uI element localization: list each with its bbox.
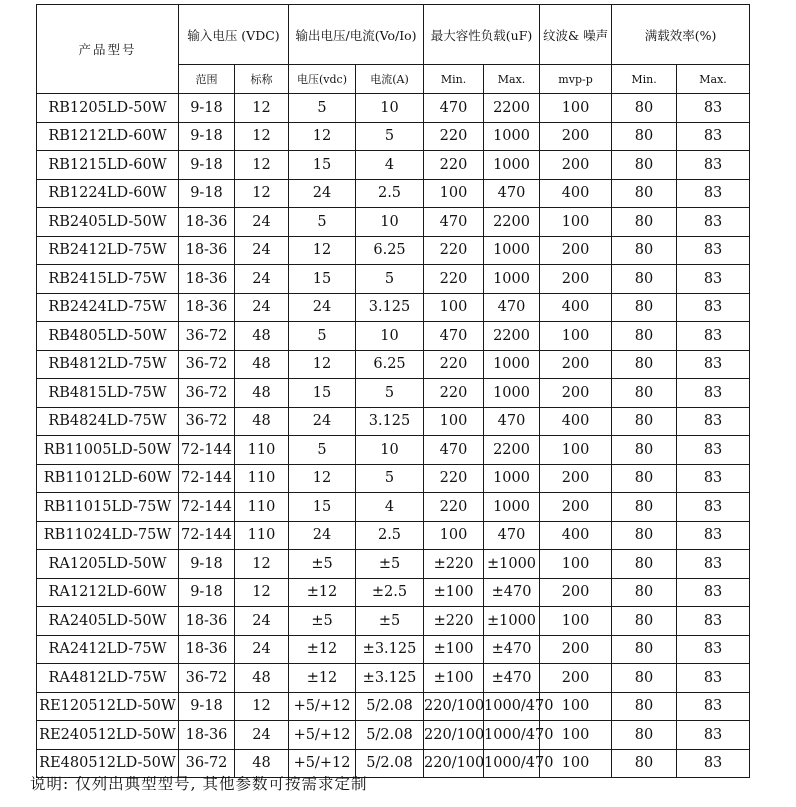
cell-output-voltage: ±12 [289, 635, 356, 664]
cell-input-nominal: 110 [235, 436, 289, 465]
cell-input-range: 9-18 [179, 122, 235, 151]
cell-cap-max: ±470 [484, 635, 540, 664]
cell-output-voltage: 15 [289, 151, 356, 180]
cell-eff-max: 83 [677, 208, 750, 237]
cell-input-range: 18-36 [179, 208, 235, 237]
cell-input-nominal: 110 [235, 464, 289, 493]
cell-model: RB4812LD-75W [37, 350, 179, 379]
cell-output-current: 5/2.08 [356, 721, 424, 750]
cell-ripple: 400 [540, 179, 612, 208]
cell-ripple: 200 [540, 122, 612, 151]
header-capacitive-load: 最大容性负载(uF) [424, 5, 540, 65]
cell-output-current: 3.125 [356, 293, 424, 322]
cell-input-nominal: 110 [235, 521, 289, 550]
cell-input-range: 9-18 [179, 151, 235, 180]
cell-model: RA1212LD-60W [37, 578, 179, 607]
cell-output-voltage: 24 [289, 521, 356, 550]
cell-eff-max: 83 [677, 179, 750, 208]
cell-eff-max: 83 [677, 721, 750, 750]
cell-ripple: 200 [540, 464, 612, 493]
cell-model: RE120512LD-50W [37, 692, 179, 721]
header-output: 输出电压/电流(Vo/Io) [289, 5, 424, 65]
table-row [37, 379, 750, 408]
cell-model: RB11024LD-75W [37, 521, 179, 550]
header-ripple-noise: 纹波& 噪声 [540, 5, 612, 65]
cell-cap-min: 100 [424, 521, 484, 550]
cell-cap-max: 1000 [484, 122, 540, 151]
table-row [37, 721, 750, 750]
cell-ripple: 200 [540, 635, 612, 664]
cell-input-range: 72-144 [179, 521, 235, 550]
table-row [37, 635, 750, 664]
cell-ripple: 100 [540, 436, 612, 465]
cell-output-current: 5 [356, 379, 424, 408]
cell-model: RB11005LD-50W [37, 436, 179, 465]
header-model: 产品型号 [37, 5, 179, 94]
cell-eff-max: 83 [677, 521, 750, 550]
cell-input-nominal: 12 [235, 122, 289, 151]
subheader-nominal: 标称 [235, 65, 289, 94]
cell-model: RB1215LD-60W [37, 151, 179, 180]
cell-eff-min: 80 [612, 493, 677, 522]
cell-model: RA2412LD-75W [37, 635, 179, 664]
cell-ripple: 100 [540, 208, 612, 237]
table-row [37, 521, 750, 550]
cell-cap-max: 1000/470 [484, 692, 540, 721]
cell-model: RB4815LD-75W [37, 379, 179, 408]
cell-input-range: 36-72 [179, 664, 235, 693]
cell-output-current: 10 [356, 208, 424, 237]
cell-cap-max: 1000 [484, 151, 540, 180]
cell-eff-min: 80 [612, 664, 677, 693]
cell-input-nominal: 12 [235, 550, 289, 579]
cell-input-nominal: 24 [235, 265, 289, 294]
cell-eff-min: 80 [612, 721, 677, 750]
cell-eff-min: 80 [612, 749, 677, 778]
cell-input-nominal: 48 [235, 350, 289, 379]
cell-output-current: ±2.5 [356, 578, 424, 607]
spec-table [36, 4, 750, 778]
cell-eff-max: 83 [677, 664, 750, 693]
cell-input-range: 9-18 [179, 550, 235, 579]
cell-cap-min: 220/100 [424, 721, 484, 750]
cell-eff-max: 83 [677, 293, 750, 322]
cell-model: RA2405LD-50W [37, 607, 179, 636]
cell-cap-min: 100 [424, 407, 484, 436]
cell-output-voltage: 24 [289, 179, 356, 208]
cell-model: RE240512LD-50W [37, 721, 179, 750]
cell-output-current: ±5 [356, 607, 424, 636]
cell-cap-max: 1000 [484, 379, 540, 408]
cell-ripple: 200 [540, 664, 612, 693]
cell-cap-min: 220 [424, 379, 484, 408]
table-row [37, 436, 750, 465]
cell-model: RB1205LD-50W [37, 94, 179, 123]
cell-input-range: 9-18 [179, 692, 235, 721]
cell-cap-max: 1000 [484, 350, 540, 379]
cell-output-current: 10 [356, 436, 424, 465]
cell-cap-max: ±1000 [484, 607, 540, 636]
cell-cap-min: 220 [424, 151, 484, 180]
cell-output-voltage: 24 [289, 407, 356, 436]
cell-output-current: 4 [356, 493, 424, 522]
cell-eff-min: 80 [612, 94, 677, 123]
cell-eff-min: 80 [612, 350, 677, 379]
cell-input-nominal: 12 [235, 151, 289, 180]
cell-input-nominal: 12 [235, 179, 289, 208]
cell-eff-max: 83 [677, 265, 750, 294]
cell-eff-min: 80 [612, 122, 677, 151]
cell-input-range: 18-36 [179, 265, 235, 294]
cell-output-voltage: ±5 [289, 607, 356, 636]
cell-model: RA1205LD-50W [37, 550, 179, 579]
cell-output-voltage: 15 [289, 493, 356, 522]
cell-cap-max: 2200 [484, 94, 540, 123]
cell-ripple: 200 [540, 578, 612, 607]
cell-eff-min: 80 [612, 236, 677, 265]
cell-eff-max: 83 [677, 122, 750, 151]
cell-eff-min: 80 [612, 265, 677, 294]
cell-eff-max: 83 [677, 635, 750, 664]
cell-input-range: 72-144 [179, 464, 235, 493]
cell-input-range: 18-36 [179, 635, 235, 664]
cell-eff-min: 80 [612, 151, 677, 180]
cell-ripple: 400 [540, 521, 612, 550]
cell-output-voltage: +5/+12 [289, 692, 356, 721]
cell-input-range: 9-18 [179, 578, 235, 607]
cell-cap-min: 470 [424, 208, 484, 237]
cell-cap-max: 470 [484, 179, 540, 208]
cell-output-current: 2.5 [356, 179, 424, 208]
table-row [37, 550, 750, 579]
cell-output-voltage: ±5 [289, 550, 356, 579]
cell-input-nominal: 48 [235, 322, 289, 351]
cell-eff-min: 80 [612, 607, 677, 636]
cell-eff-max: 83 [677, 749, 750, 778]
cell-input-range: 18-36 [179, 607, 235, 636]
table-row [37, 208, 750, 237]
cell-output-current: 5 [356, 265, 424, 294]
cell-output-voltage: 5 [289, 208, 356, 237]
cell-ripple: 200 [540, 379, 612, 408]
cell-output-voltage: 24 [289, 293, 356, 322]
cell-cap-min: 220 [424, 493, 484, 522]
cell-ripple: 100 [540, 550, 612, 579]
cell-cap-max: 2200 [484, 436, 540, 465]
cell-model: RE480512LD-50W [37, 749, 179, 778]
table-row [37, 94, 750, 123]
cell-model: RB4805LD-50W [37, 322, 179, 351]
cell-ripple: 100 [540, 692, 612, 721]
table-row [37, 265, 750, 294]
cell-input-nominal: 24 [235, 635, 289, 664]
cell-eff-max: 83 [677, 550, 750, 579]
cell-eff-min: 80 [612, 550, 677, 579]
cell-input-range: 18-36 [179, 721, 235, 750]
cell-output-current: ±3.125 [356, 635, 424, 664]
table-row [37, 122, 750, 151]
cell-output-voltage: 12 [289, 236, 356, 265]
subheader-cap-min: Min. [424, 65, 484, 94]
subheader-ripple: mvp-p [540, 65, 612, 94]
table-row [37, 236, 750, 265]
cell-eff-max: 83 [677, 94, 750, 123]
cell-eff-max: 83 [677, 692, 750, 721]
cell-cap-min: 220 [424, 350, 484, 379]
cell-eff-min: 80 [612, 179, 677, 208]
cell-cap-max: 470 [484, 293, 540, 322]
cell-ripple: 200 [540, 236, 612, 265]
cell-eff-min: 80 [612, 322, 677, 351]
cell-input-range: 36-72 [179, 749, 235, 778]
cell-output-current: ±3.125 [356, 664, 424, 693]
cell-cap-max: ±1000 [484, 550, 540, 579]
cell-cap-max: 1000 [484, 236, 540, 265]
subheader-voltage: 电压(vdc) [289, 65, 356, 94]
cell-eff-max: 83 [677, 379, 750, 408]
cell-output-voltage: 12 [289, 350, 356, 379]
cell-cap-min: 220/100 [424, 692, 484, 721]
cell-cap-min: 470 [424, 436, 484, 465]
cell-eff-max: 83 [677, 464, 750, 493]
cell-output-voltage: 5 [289, 94, 356, 123]
cell-cap-min: 220/100 [424, 749, 484, 778]
subheader-cap-max: Max. [484, 65, 540, 94]
cell-input-range: 36-72 [179, 407, 235, 436]
cell-cap-max: 1000 [484, 464, 540, 493]
cell-ripple: 200 [540, 265, 612, 294]
cell-model: RA4812LD-75W [37, 664, 179, 693]
cell-input-range: 72-144 [179, 493, 235, 522]
cell-output-voltage: 5 [289, 322, 356, 351]
cell-cap-min: 470 [424, 322, 484, 351]
cell-input-nominal: 24 [235, 721, 289, 750]
cell-output-voltage: +5/+12 [289, 721, 356, 750]
cell-output-voltage: 12 [289, 464, 356, 493]
cell-cap-min: 100 [424, 293, 484, 322]
table-row [37, 578, 750, 607]
cell-input-nominal: 12 [235, 94, 289, 123]
cell-eff-max: 83 [677, 407, 750, 436]
cell-model: RB11012LD-60W [37, 464, 179, 493]
cell-eff-min: 80 [612, 436, 677, 465]
cell-input-range: 18-36 [179, 293, 235, 322]
cell-output-current: 10 [356, 94, 424, 123]
cell-model: RB2424LD-75W [37, 293, 179, 322]
cell-cap-max: 2200 [484, 208, 540, 237]
cell-ripple: 200 [540, 493, 612, 522]
cell-input-range: 18-36 [179, 236, 235, 265]
cell-cap-min: ±220 [424, 607, 484, 636]
cell-eff-max: 83 [677, 322, 750, 351]
cell-eff-max: 83 [677, 493, 750, 522]
cell-output-voltage: ±12 [289, 578, 356, 607]
table-row [37, 350, 750, 379]
cell-output-current: 3.125 [356, 407, 424, 436]
header-efficiency: 满载效率(%) [612, 5, 750, 65]
cell-cap-min: 100 [424, 179, 484, 208]
cell-ripple: 200 [540, 350, 612, 379]
cell-eff-min: 80 [612, 407, 677, 436]
cell-eff-min: 80 [612, 208, 677, 237]
cell-cap-min: ±100 [424, 635, 484, 664]
cell-ripple: 400 [540, 407, 612, 436]
cell-ripple: 100 [540, 749, 612, 778]
header-row [37, 5, 750, 65]
cell-model: RB2405LD-50W [37, 208, 179, 237]
cell-model: RB4824LD-75W [37, 407, 179, 436]
cell-output-current: 5/2.08 [356, 692, 424, 721]
cell-input-nominal: 24 [235, 208, 289, 237]
cell-input-range: 36-72 [179, 379, 235, 408]
cell-output-voltage: 15 [289, 265, 356, 294]
table-row [37, 151, 750, 180]
cell-input-nominal: 48 [235, 749, 289, 778]
cell-output-current: 6.25 [356, 350, 424, 379]
cell-cap-min: 220 [424, 265, 484, 294]
cell-model: RB11015LD-75W [37, 493, 179, 522]
cell-eff-min: 80 [612, 692, 677, 721]
cell-output-current: 5 [356, 464, 424, 493]
cell-eff-max: 83 [677, 350, 750, 379]
table-row [37, 407, 750, 436]
cell-cap-min: ±220 [424, 550, 484, 579]
cell-input-range: 36-72 [179, 350, 235, 379]
cell-cap-max: ±470 [484, 664, 540, 693]
footnote: 说明: 仅列出典型型号, 其他参数可按需求定制 [30, 775, 368, 793]
cell-cap-max: 1000/470 [484, 749, 540, 778]
cell-input-nominal: 110 [235, 493, 289, 522]
cell-cap-min: 220 [424, 236, 484, 265]
subheader-eff-min: Min. [612, 65, 677, 94]
cell-cap-min: 220 [424, 464, 484, 493]
cell-cap-min: ±100 [424, 664, 484, 693]
subheader-range: 范围 [179, 65, 235, 94]
subheader-current: 电流(A) [356, 65, 424, 94]
cell-output-voltage: 15 [289, 379, 356, 408]
cell-eff-min: 80 [612, 521, 677, 550]
cell-input-nominal: 48 [235, 664, 289, 693]
cell-output-current: 2.5 [356, 521, 424, 550]
table-row [37, 692, 750, 721]
cell-ripple: 100 [540, 721, 612, 750]
cell-input-nominal: 24 [235, 293, 289, 322]
cell-cap-max: 2200 [484, 322, 540, 351]
cell-output-current: 6.25 [356, 236, 424, 265]
cell-model: RB2415LD-75W [37, 265, 179, 294]
cell-output-voltage: 5 [289, 436, 356, 465]
table-row [37, 664, 750, 693]
cell-input-nominal: 48 [235, 379, 289, 408]
cell-input-range: 36-72 [179, 322, 235, 351]
cell-output-current: 5/2.08 [356, 749, 424, 778]
cell-output-current: 4 [356, 151, 424, 180]
header-input-voltage: 输入电压 (VDC) [179, 5, 289, 65]
cell-output-voltage: ±12 [289, 664, 356, 693]
cell-cap-min: 470 [424, 94, 484, 123]
cell-input-range: 72-144 [179, 436, 235, 465]
cell-ripple: 400 [540, 293, 612, 322]
cell-eff-min: 80 [612, 379, 677, 408]
cell-eff-max: 83 [677, 578, 750, 607]
table-row [37, 493, 750, 522]
cell-input-nominal: 24 [235, 236, 289, 265]
cell-output-current: 5 [356, 122, 424, 151]
cell-cap-max: ±470 [484, 578, 540, 607]
cell-ripple: 100 [540, 94, 612, 123]
cell-ripple: 100 [540, 607, 612, 636]
cell-cap-max: 470 [484, 521, 540, 550]
cell-model: RB1212LD-60W [37, 122, 179, 151]
cell-output-voltage: +5/+12 [289, 749, 356, 778]
cell-cap-max: 1000 [484, 493, 540, 522]
cell-model: RB1224LD-60W [37, 179, 179, 208]
cell-input-range: 9-18 [179, 94, 235, 123]
cell-eff-max: 83 [677, 236, 750, 265]
cell-ripple: 100 [540, 322, 612, 351]
cell-cap-min: ±100 [424, 578, 484, 607]
cell-eff-min: 80 [612, 635, 677, 664]
cell-eff-min: 80 [612, 293, 677, 322]
cell-cap-max: 1000/470 [484, 721, 540, 750]
table-row [37, 464, 750, 493]
cell-eff-max: 83 [677, 151, 750, 180]
cell-eff-max: 83 [677, 607, 750, 636]
subheader-eff-max: Max. [677, 65, 750, 94]
table-row [37, 293, 750, 322]
cell-output-voltage: 12 [289, 122, 356, 151]
cell-eff-min: 80 [612, 578, 677, 607]
cell-input-nominal: 12 [235, 578, 289, 607]
cell-cap-min: 220 [424, 122, 484, 151]
cell-eff-max: 83 [677, 436, 750, 465]
cell-output-current: ±5 [356, 550, 424, 579]
cell-cap-max: 470 [484, 407, 540, 436]
cell-model: RB2412LD-75W [37, 236, 179, 265]
table-row [37, 179, 750, 208]
cell-input-nominal: 12 [235, 692, 289, 721]
table-row [37, 607, 750, 636]
cell-output-current: 10 [356, 322, 424, 351]
cell-ripple: 200 [540, 151, 612, 180]
cell-input-nominal: 48 [235, 407, 289, 436]
table-body [37, 94, 750, 778]
table-row [37, 322, 750, 351]
cell-input-nominal: 24 [235, 607, 289, 636]
cell-cap-max: 1000 [484, 265, 540, 294]
cell-eff-min: 80 [612, 464, 677, 493]
cell-input-range: 9-18 [179, 179, 235, 208]
